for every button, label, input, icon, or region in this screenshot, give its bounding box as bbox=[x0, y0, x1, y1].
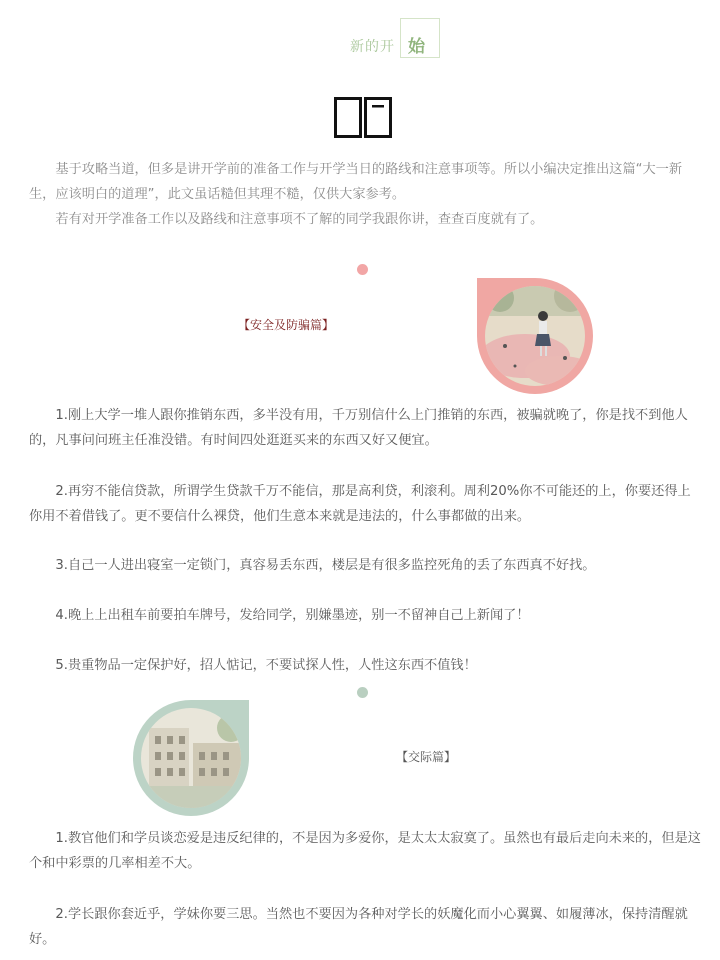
pink-dot bbox=[357, 264, 368, 275]
list-item bbox=[29, 653, 701, 678]
illustration-girl-icon bbox=[485, 286, 585, 386]
list-item bbox=[29, 553, 701, 578]
list-item bbox=[29, 403, 701, 453]
photo-building bbox=[141, 708, 241, 808]
photo-building-frame bbox=[133, 700, 249, 816]
intro-paragraph: 基于攻略当道，但多是讲开学前的准备工作与开学当日的路线和注意事项等。所以小编决定推出这篇“大一新生，应该明白的道理”，此文虽话糙但其理不糙，仅供大家参考。 bbox=[29, 162, 683, 202]
list-item-text: 2.学长跟你套近乎，学妹你要三思。当然也不要因为各种对学长的妖魔化而小心翼翼、如履薄冰，保持清醒就好。 bbox=[29, 907, 688, 947]
list-item-text: 5.贵重物品一定保护好，招人惦记，不要试探人性，人性这东西不值钱！ bbox=[55, 658, 477, 673]
section-title-safety: 【安全及防骗篇】 bbox=[238, 318, 335, 332]
open-book-icon bbox=[334, 97, 392, 138]
list-item-text: 1.教官他们和学员谈恋爱是违反纪律的，不是因为多爱你，是太太太寂寞了。虽然也有最后走向未来的，但是这个和中彩票的几率相差不大。 bbox=[29, 831, 701, 871]
photo-girl-frame bbox=[477, 278, 593, 394]
header-big-char: 始 bbox=[408, 37, 425, 57]
green-dot bbox=[357, 687, 368, 698]
list-item-text: 1.刚上大学一堆人跟你推销东西，多半没有用，千万别信什么上门推销的东西，被骗就晚了，你是找不到他人的，凡事问问班主任准没错。有时间四处逛逛买来的东西又好又便宜。 bbox=[29, 408, 688, 448]
header-small-text: 新的开 bbox=[350, 39, 395, 55]
list-item bbox=[29, 902, 701, 952]
list-item-text: 2.再穷不能信贷款，所谓学生贷款千万不能信，那是高利贷，利滚利。周利20%你不可能还的上，你要还得上你用不着借钱了。更不要信什么裸贷，他们生意本来就是违法的，什么事都做的出来。 bbox=[29, 484, 691, 524]
intro-paragraph: 若有对开学准备工作以及路线和注意事项不了解的同学我跟你讲，查查百度就有了。 bbox=[55, 212, 544, 227]
list-item bbox=[29, 603, 701, 628]
list-item-text: 3.自己一人进出寝室一定锁门，真容易丢东西，楼层是有很多监控死角的丢了东西真不好找。 bbox=[55, 558, 596, 573]
illustration-building-icon bbox=[141, 708, 241, 808]
intro bbox=[29, 157, 701, 232]
list-item-text: 4.晚上上出租车前要拍车牌号，发给同学，别嫌墨迹，别一不留神自己上新闻了！ bbox=[55, 608, 530, 623]
section-title-social: 【交际篇】 bbox=[396, 750, 457, 764]
list-item bbox=[29, 826, 701, 876]
list-item bbox=[29, 479, 701, 529]
photo-girl bbox=[485, 286, 585, 386]
